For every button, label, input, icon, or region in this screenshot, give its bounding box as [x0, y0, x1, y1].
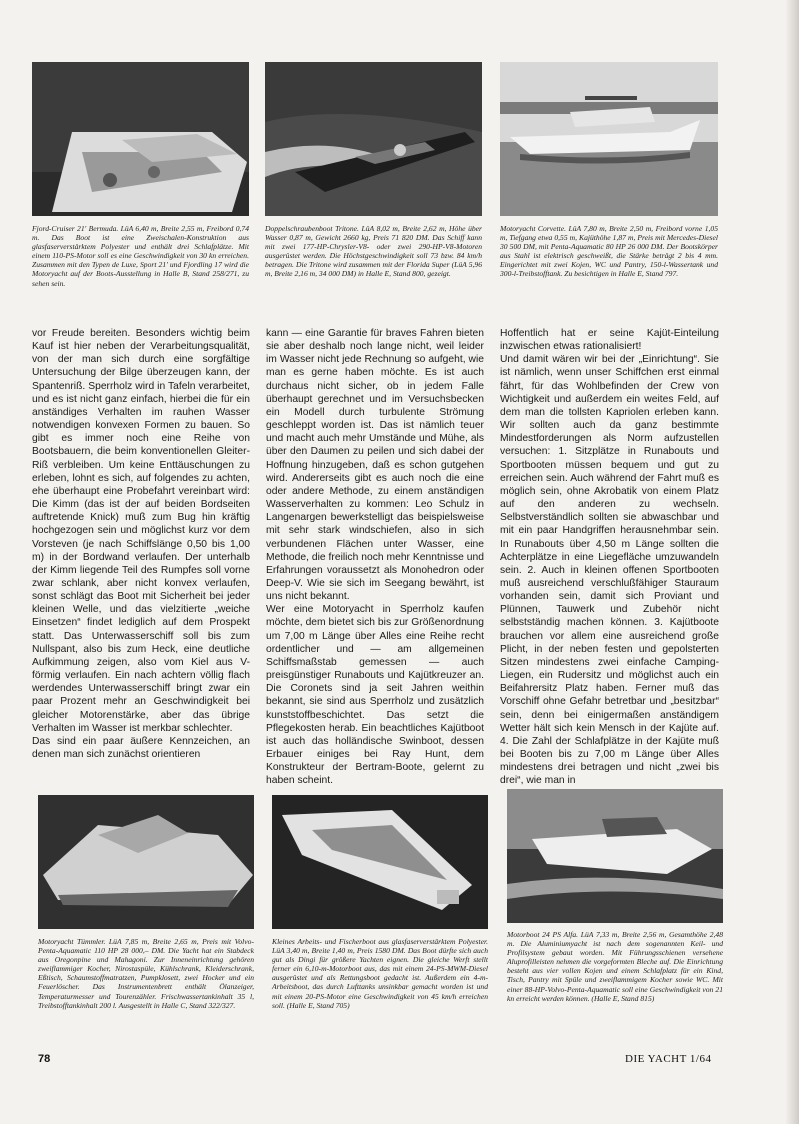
- caption-fjord-cruiser: Fjord-Cruiser 21' Bermuda. LüA 6,40 m, Breite 2,55 m, Freibord 0,74 m. Das Boot ist eine Zweischalen-Konstruktion aus glasfaserverstärktem Polyester und enthält drei Schlafplätze. Mit einem 110-PS-Motor soll es eine Geschwindigkeit von 30 kn erreichen. Zusammen mit den Typen de Luxe, Sport 21' und Fjordling 17 wird die Motoryacht auf der Boots-Ausstellung in Halle B, Stand 258/271, zu sehen sein.: [32, 224, 249, 288]
- page-edge-shadow: [785, 0, 799, 1124]
- caption-tritone: Doppelschraubenboot Tritone. LüA 8,02 m, Breite 2,62 m, Höhe über Wasser 0,87 m, Gewicht 2660 kg, Preis 71 820 DM. Das Schiff kann mit zwei 177-HP-Chrysler-V8- oder zwei 290-HP-V8-Motoren ausgerüstet werden. Die Höchstgeschwindigkeit soll 73 bzw. 84 km/h betragen. Die Tritone wird zusammen mit der Florida Super (LüA 5,96 m, Breite 2,16 m, 34 000 DM) in Halle E, Stand 800, gezeigt.: [265, 224, 482, 279]
- photo-alfa: [507, 789, 723, 923]
- page-number: 78: [38, 1053, 51, 1065]
- magazine-issue: DIE YACHT 1/64: [625, 1053, 712, 1065]
- caption-corvette: Motoryacht Corvette. LüA 7,80 m, Breite 2,50 m, Freibord vorne 1,05 m, Tiefgang etwa 0,55 m, Kajüthöhe 1,87 m, Preis mit Mercedes-Diesel 30 500 DM, mit Penta-Aquamatic 80 HP 26 000 DM. Der Bootskörper aus Stahl ist elektrisch geschweißt, die Stärke beträgt 2 bis 4 mm. Eingerichtet mit zwei Kojen, WC und Pantry, 150-l-Wassertank und 300-l-Treibstofftank. Zu besichtigen in Halle E, Stand 797.: [500, 224, 718, 279]
- caption-tuemmler: Motoryacht Tümmler. LüA 7,85 m, Breite 2,65 m, Preis mit Volvo-Penta-Aquamatic 110 HP 28 000,– DM. Die Yacht hat ein Stabdeck aus Oregonpine und Mahagoni. Zur Inneneinrichtung gehören zweiflammiger Kocher, Nirostaspüle, Kühlschrank, Kleiderschrank, Eßtisch, Schaumstoffmatratzen, Pumpklosett, zwei Hocker und ein Feuerlöscher. Das Instrumentenbrett enthält Ölanzeiger, Temperaturmesser und Tourenzähler. Frischwassertankinhalt 35 l, Treibstofftankinhalt 200 l. Ausgestellt in Halle C, Stand 322/327.: [38, 937, 254, 1010]
- text-column-1: [32, 327, 250, 761]
- photo-fjord-cruiser: [32, 62, 249, 216]
- text-column-3: [500, 327, 719, 787]
- photo-corvette: [500, 62, 718, 216]
- photo-arbeitsboot: [272, 795, 488, 929]
- paragraph: Hoffentlich hat er seine Kajüt-Einteilung inzwischen etwas rationalisiert!: [500, 328, 719, 353]
- paragraph: Das sind ein paar äußere Kennzeichen, an denen man sich zunächst orientieren: [32, 735, 250, 760]
- paragraph: Wer eine Motoryacht in Sperrholz kaufen möchte, dem bietet sich bis zur Größenordnung um 7,00 m Länge über Alles eine Reihe recht ordentlicher und — am allgemeinen Schiffsmaßstab gemessen — auch preisgünstiger Runabouts und Kajütkreuzer an. Die Coronets sind ja seit Jahren weithin bekannt, sie sind aus Sperrholz und zusätzlich kunststoffbeschichtet. Das setzt die Pflegekosten herab. Ein beachtliches Kajütboot ist auch das holländische Swinboot, dessen Erbauer einiges bei Ray Hunt, dem Konstrukteur der Bertram-Boote, gelernt zu haben scheint.: [266, 604, 484, 787]
- paragraph: kann — eine Garantie für braves Fahren bieten sie aber deshalb noch lange nicht, weil leider im Wasser nicht jede Rechnung so aufgeht, wie man es gerne haben möchte. Es ist auch durchaus nicht sicher, ob in jedem Falle überhaupt gerechnet und im Versuchsbecken ein Modell durch turbulente Strömung geschleppt worden ist. Das ist nämlich teuer und macht auch mehr Umstände und Mühe, als über den Daumen zu peilen und sich dabei der Hoffnung hinzugeben, daß es schon gutgehen wird. Andererseits gibt es auch noch die eine oder andere Methode, zu einem anständigen Wasserverhalten zu kommen: Leo Schulz in Langenargen bewerkstelligt das beispielsweise mit sehr stark windschiefen, also in sich verbundenen Flächen unter Wasser, eine Methode, die freilich noch mehr Kenntnisse und Erfahrungen voraussetzt als Monohedron oder Deep-V. Wie sie sich im Seegang bewährt, ist uns nicht bekannt.: [266, 328, 484, 603]
- photo-tuemmler: [38, 795, 254, 929]
- paragraph: Und damit wären wir bei der „Einrichtung“. Sie ist nämlich, wenn unser Schiffchen erst einmal fährt, für das Wohlbefinden der Crew von Wichtigkeit und außerdem ein weites Feld, auf dem man die tollsten Kapriolen erleben kann. Wir sollten auch da ganz bestimmte Mindestforderungen als Norm aufzustellen versuchen: 1. Sitzplätze in Runabouts und Sportbooten müssen bequem und gut zu erreichen sein. Auch während der Fahrt muß es möglich sein, ohne Akrobatik von einem Platz auf den anderen zu wechseln. Selbstverständlich sollten sie abwaschbar und mit ein paar Handgriffen herausnehmbar sein. In Runabouts über 4,50 m Länge sollten die Achterplätze in eine Liegefläche umzuwandeln sein. 2. Auch in kleinen offenen Sportbooten muß ausreichend verschlußfähiger Stauraum vorhanden sein, damit sich Proviant und Plünnen, Tauwerk und Zubehör nicht selbstständig machen können. 3. Kajütboote brauchen vor allem eine ausreichend große Plicht, in der neben festen und gepolsterten Sitzen mindestens zwei einfache Camping-Liegen, ein Rudersitz und möglichst auch ein Beifahrersitz Platz haben. Ferner muß das Vorschiff ohne Gefahr betretbar und „besitzbar“ sein, denn bei einigermaßen anständigem Wetter hält sich kein Mensch in der Kajüte auf. 4. Die Zahl der Schlafplätze in der Kajüte muß bei Booten bis zu 7,00 m Länge über Alles mindestens drei betragen und nicht „zwei bis drei“, wie man in: [500, 354, 719, 787]
- photo-tritone: [265, 62, 482, 216]
- caption-arbeitsboot: Kleines Arbeits- und Fischerboot aus glasfaserverstärktem Polyester. LüA 3,40 m, Breite 1,40 m, Preis 1580 DM. Das Boot dürfte sich auch gut als Dingi für größere Yachten eignen. Die gleiche Werft stellt ferner ein 6,10-m-Motorboot aus, das mit einem 24-PS-MWM-Diesel ausgerüstet und als Rettungsboot gedacht ist. Außerdem ein 4-m-Arbeitsboot, das durch Lufttanks unsinkbar gemacht worden ist und mit einem 20-PS-Motor eine Geschwindigkeit von 45 km/h erreichen soll. (Halle E, Stand 705): [272, 937, 488, 1010]
- caption-alfa: Motorboot 24 PS Alfa. LüA 7,33 m, Breite 2,56 m, Gesamthöhe 2,48 m. Die Aluminiumyacht ist nach dem sogenannten Keil- und Profilsystem gebaut worden. Mit Führungsschienen versehene Aluprofilleisten nehmen die vorgeformten Bleche auf. Die Einrichtung besteht aus vier vollen Kojen und einem Schlafplatz für ein Kind, Tisch, Pantry mit Spüle und zweiflammigem Kocher sowie WC. Mit einer 88-HP-Volvo-Penta-Aquamatic soll eine Geschwindigkeit von 21 kn erreicht werden können. (Halle E, Stand 815): [507, 930, 723, 1003]
- text-column-2: [266, 327, 484, 787]
- paragraph: vor Freude bereiten. Besonders wichtig beim Kauf ist hier neben der Verarbeitungsqualität, von der man sich durch eine sorgfältige Untersuchung der Bilge überzeugen kann, der Spantenriß. Sperrholz wird in Tafeln verarbeitet, und es ist nicht ganz einfach, hierbei die für ein anständiges Verhalten im rauhen Wasser notwendigen konvexen Formen zu bauen. So gibt es immer noch eine Reihe von Bootsbauern, die beim konventionellen Gleiter-Riß verbleiben. Um keine Enttäuschungen zu erleben, lohnt es sich, auf folgendes zu achten, ehe überhaupt eine Probefahrt vereinbart wird: Die Kimm (das ist der auf beiden Bordseiten auftretende Knick) muß zum Bug hin kräftig hochgezogen sein und möglichst kurz vor dem Vorsteven (je nach Schiffslänge 0,50 bis 1,00 m) in der Bordwand verlaufen. Der unterhalb der Kimm liegende Teil des Rumpfes soll vorne zwar schlank, aber nicht konvex verlaufen, sonst schlägt das Boot mit Sicherheit bei jeder kleinen Welle, und das vielzitierte „weiche Einsetzen“ findet lediglich auf dem Prospekt statt. Das Unterwasserschiff soll bis zum Nullspant, also bis zum Heck, eine deutliche Aufkimmung zeigen, also vom Kiel aus V-förmig verlaufen. Ein nach achtern völlig flach werdendes Unterwasserschiff bringt zwar ein paar Prozent mehr an Geschwindigkeit bei gleicher Motorenstärke, aber das übrige Verhalten im Wasser ist merkbar schlechter.: [32, 328, 250, 734]
